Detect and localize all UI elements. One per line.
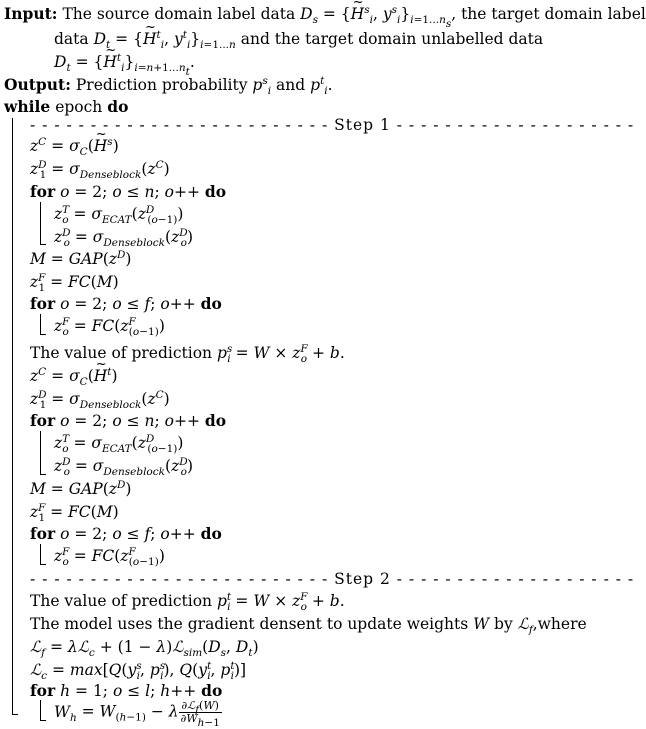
for-block-bar-3 bbox=[40, 431, 41, 474]
for-line-5: for h = 1; o ≤ l; h++ do bbox=[30, 681, 223, 700]
for-block-bar-5 bbox=[40, 700, 41, 720]
output-text: Prediction probability bbox=[75, 76, 248, 94]
output-and: and bbox=[276, 76, 306, 94]
eq-zof-1: $z^F_o = FC(z^F_{(o-1)})$ bbox=[54, 316, 165, 338]
for-line-4: for o = 2; o ≤ f; o++ do bbox=[30, 524, 222, 543]
input-text-1: The source domain label data bbox=[62, 5, 296, 23]
input-text-1-end: , the target domain label bbox=[451, 5, 646, 23]
eq-weight-update: $W_h = W_{(h-1)} - \lambda$ $\frac{\partial ℒ_f(W)}{\partial W_{h-1}}$ bbox=[54, 699, 220, 729]
eq-loss-f: ℒ$_f$ = λℒ$_c$ + $(1 - \lambda)ℒ_{sim}(D_s$, $D_t$) bbox=[30, 638, 259, 659]
eq-z1f-1: $z^F_1 = FC(M)$ bbox=[30, 272, 119, 294]
input-line-3: $D_t$ = {~ $H^t_i\}_{i=n+1...n_t}$. bbox=[54, 52, 195, 72]
eq-gap-1: $M = GAP(z^D)$ bbox=[30, 249, 132, 268]
for-line-3: for o = 2; o ≤ n; o++ do bbox=[30, 411, 227, 430]
eq-z1d-2: $z^D_1 = \sigma_{Denseblock}(z^C)$ bbox=[30, 389, 170, 411]
model-update-line: The model uses the gradient densent to update weights W by ℒ$_f$,where bbox=[30, 615, 587, 636]
input-line-2: data $D_t$ = {~ $H^t_i$, $y^t_i\}_{i=1...n}$ and the target domain unlabelled data bbox=[54, 29, 543, 49]
input-text-2-pre: data bbox=[54, 30, 89, 48]
eq-zc-source: $z^C$ = $\sigma_C(\sim$ $H^s$) bbox=[30, 136, 119, 156]
while-line bbox=[4, 97, 128, 117]
step1-label: Step 1 bbox=[334, 116, 391, 134]
output-label: Output: bbox=[4, 75, 71, 94]
output-line: Output: Prediction probability $p^s_i$ and $p^t_i$. bbox=[4, 75, 333, 97]
step2-separator: - - - - - - - - - - - - - - - - - - - - - - - - - Step 2 - - - - - - - - - - - - - - - - - - - - bbox=[30, 570, 635, 588]
step1-separator: - - - - - - - - - - - - - - - - - - - - - - - - - Step 1 - - - - - - - - - - - - - - - - - - - - bbox=[30, 116, 635, 134]
while-block-foot bbox=[12, 714, 18, 715]
for-line-1: for o = 2; o ≤ n; o++ do bbox=[30, 182, 227, 201]
step2-label: Step 2 bbox=[334, 570, 391, 588]
input-label: Input: bbox=[4, 4, 58, 23]
eq-z1d-1: $z^D_1 = \sigma_{Denseblock}(z^C)$ bbox=[30, 159, 170, 181]
while-block-bar bbox=[12, 118, 13, 714]
eq-loss-c: ℒ$_c$ = $\max[Q(y^s_i$, $p^s_i$), $Q(y^t_i$, $p^t_i$)] bbox=[30, 660, 247, 682]
for-block-bar-1 bbox=[40, 202, 41, 244]
for-block-bar-2 bbox=[40, 314, 41, 334]
eq-zot-1: $z^T_o = \sigma_{ECAT}(z^D_{(o-1)})$ bbox=[54, 204, 184, 226]
eq-zot-2: $z^T_o = \sigma_{ECAT}(z^D_{(o-1)})$ bbox=[54, 433, 184, 455]
eq-gap-2: $M = GAP(z^D)$ bbox=[30, 479, 132, 498]
eq-zc-target: $z^C$ = $\sigma_C(\sim$ $H^t$) bbox=[30, 366, 118, 386]
for-block-bar-4 bbox=[40, 544, 41, 564]
input-line-1: Input: The source domain label data $D_s$ = {~ $H^s_i$, $y^s_i\}_{i=1...n_s}$, the target domain label bbox=[4, 4, 646, 24]
eq-zod-1: $z^D_o = \sigma_{Denseblock}(z^D_o)$ bbox=[54, 227, 194, 249]
for-line-2: for o = 2; o ≤ f; o++ do bbox=[30, 294, 222, 313]
while-keyword: while bbox=[4, 97, 51, 116]
while-condition: epoch bbox=[55, 98, 103, 116]
eq-zof-2: $z^F_o = FC(z^F_{(o-1)})$ bbox=[54, 546, 165, 568]
eq-zod-2: $z^D_o = \sigma_{Denseblock}(z^D_o)$ bbox=[54, 456, 194, 478]
pred-source-line: The value of prediction $p^s_i = W \times z^F_o + b$. bbox=[30, 343, 345, 365]
eq-z1f-2: $z^F_1 = FC(M)$ bbox=[30, 502, 119, 524]
do-keyword: do bbox=[107, 97, 129, 116]
pred-target-line: The value of prediction $p^t_i = W \times z^F_o + b$. bbox=[30, 591, 345, 613]
input-text-2-post: and the target domain unlabelled data bbox=[240, 30, 544, 48]
